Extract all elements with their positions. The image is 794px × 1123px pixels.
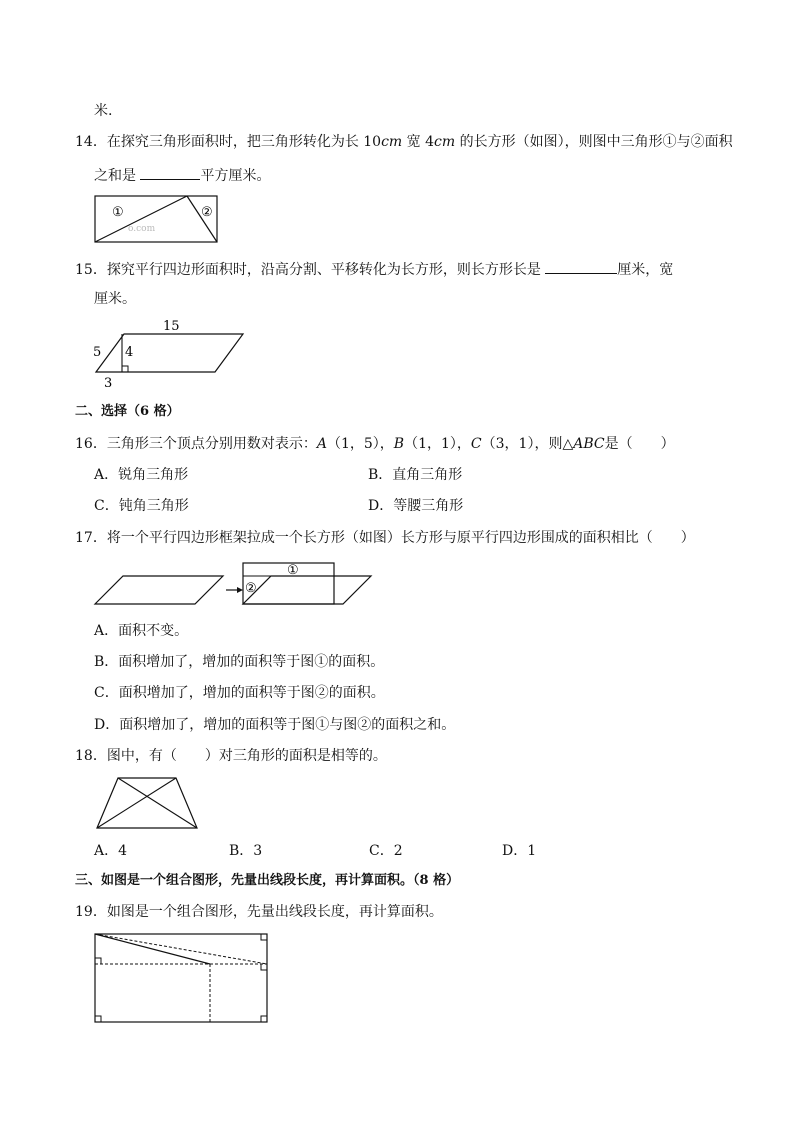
q17-figure bbox=[90, 558, 380, 608]
q16-option-d[interactable]: D．等腰三角形 bbox=[368, 498, 464, 514]
q18-option-c[interactable]: C．2 bbox=[369, 843, 403, 859]
q15-line1-a: 15．探究平行四边形面积时，沿高分割、平移转化为长方形，则长方形长是 bbox=[75, 262, 546, 278]
q16-triangle: ABC bbox=[573, 436, 605, 452]
q17-option-d[interactable]: D．面积增加了，增加的面积等于图①与图②的面积之和。 bbox=[94, 717, 456, 733]
q15-line1 bbox=[75, 259, 673, 279]
q16-coord-a: （1，5）， bbox=[326, 436, 394, 452]
q14-text-a: 14．在探究三角形面积时，把三角形转化为长 10 bbox=[75, 134, 382, 150]
q14-answer-blank[interactable] bbox=[140, 165, 200, 180]
q18-diagonal1 bbox=[97, 778, 176, 828]
q19-right-angle-bottom-right bbox=[261, 1016, 267, 1022]
q16-option-c[interactable]: C．钝角三角形 bbox=[94, 498, 189, 514]
q15-answer-blank-length[interactable] bbox=[545, 259, 617, 274]
q15-label-side: 5 bbox=[93, 345, 102, 360]
q17-fig-label1: ① bbox=[287, 563, 299, 578]
section3-heading: 三、如图是一个组合图形，先量出线段长度，再计算面积。（8 格） bbox=[75, 873, 460, 888]
q17-option-c[interactable]: C．面积增加了，增加的面积等于图②的面积。 bbox=[94, 685, 385, 701]
q19-outer-rectangle bbox=[95, 934, 267, 1022]
q14-text-c: 的长方形（如图），则图中三角形①与②面积 bbox=[455, 134, 733, 150]
q17-parallelogram-overlay bbox=[243, 576, 371, 604]
q16-option-a[interactable]: A．锐角三角形 bbox=[94, 467, 189, 483]
q17-option-b[interactable]: B．面积增加了，增加的面积等于图①的面积。 bbox=[94, 654, 385, 670]
q15-right-angle bbox=[122, 366, 128, 372]
q17-arrow-head bbox=[237, 587, 243, 593]
q16-stem-a: 16．三角形三个顶点分别用数对表示： bbox=[75, 436, 317, 452]
q14-line1 bbox=[75, 133, 733, 151]
q19-right-angle-bottom-left bbox=[95, 1016, 101, 1022]
q14-line2-a: 之和是 bbox=[94, 168, 141, 184]
q18-diagonal2 bbox=[118, 778, 197, 828]
q14-diagonal1 bbox=[95, 196, 187, 242]
q19-figure bbox=[90, 930, 272, 1026]
q16-option-b[interactable]: B．直角三角形 bbox=[368, 467, 463, 483]
q18-option-a[interactable]: A．4 bbox=[94, 843, 128, 859]
q19-right-angle-left bbox=[95, 958, 101, 964]
q19-right-angle-top-right bbox=[261, 934, 267, 940]
q15-parallelogram bbox=[96, 334, 243, 372]
q18-figure bbox=[92, 774, 204, 832]
q17-parallelogram-original bbox=[95, 576, 223, 604]
q13-tail: 米. bbox=[94, 103, 113, 119]
q17-stem: 17．将一个平行四边形框架拉成一个长方形（如图）长方形与原平行四边形围成的面积相比（ ） bbox=[75, 530, 695, 546]
q15-label-height: 4 bbox=[125, 345, 134, 360]
q16-point-b: B bbox=[393, 436, 405, 452]
q18-trapezoid bbox=[97, 778, 197, 828]
q15-line2: 厘米。 bbox=[94, 291, 136, 307]
q19-stem: 19．如图是一个组合图形，先量出线段长度，再计算面积。 bbox=[75, 904, 443, 920]
q14-unit1: cm bbox=[381, 134, 403, 150]
section2-heading: 二、选择（6 格） bbox=[75, 404, 180, 419]
q15-label-bottom: 3 bbox=[104, 376, 113, 390]
q16-stem-end: 是（ ） bbox=[604, 436, 675, 452]
q14-unit2: cm bbox=[434, 134, 456, 150]
q15-line1-b: 厘米，宽 bbox=[617, 262, 674, 278]
q19-right-angle-mid-right bbox=[261, 964, 267, 970]
q14-fig-label2: ② bbox=[201, 205, 213, 220]
q14-figure bbox=[92, 194, 222, 246]
q19-solid-diagonal bbox=[95, 934, 210, 964]
q14-line2-b: 平方厘米。 bbox=[200, 168, 271, 184]
q15-figure bbox=[88, 316, 248, 390]
q16-point-a: A bbox=[316, 436, 327, 452]
q16-coord-c: （3，1），则△ bbox=[481, 436, 574, 452]
q14-fig-label1: ① bbox=[112, 205, 124, 220]
q16-coord-b: （1，1）， bbox=[404, 436, 471, 452]
q18-stem: 18．图中，有（ ）对三角形的面积是相等的。 bbox=[75, 748, 387, 764]
q17-option-a[interactable]: A．面积不变。 bbox=[94, 623, 189, 639]
q18-option-b[interactable]: B．3 bbox=[229, 843, 263, 859]
q18-option-d[interactable]: D．1 bbox=[502, 843, 537, 859]
q19-dashed-diagonal bbox=[95, 934, 267, 964]
q16-point-c: C bbox=[470, 436, 482, 452]
q14-text-b: 宽 4 bbox=[402, 134, 435, 150]
q14-line2 bbox=[94, 165, 270, 185]
q15-label-top: 15 bbox=[163, 319, 180, 334]
q17-fig-label2: ② bbox=[245, 581, 257, 596]
q14-watermark: o.com bbox=[128, 224, 156, 234]
q16-stem bbox=[75, 435, 675, 453]
